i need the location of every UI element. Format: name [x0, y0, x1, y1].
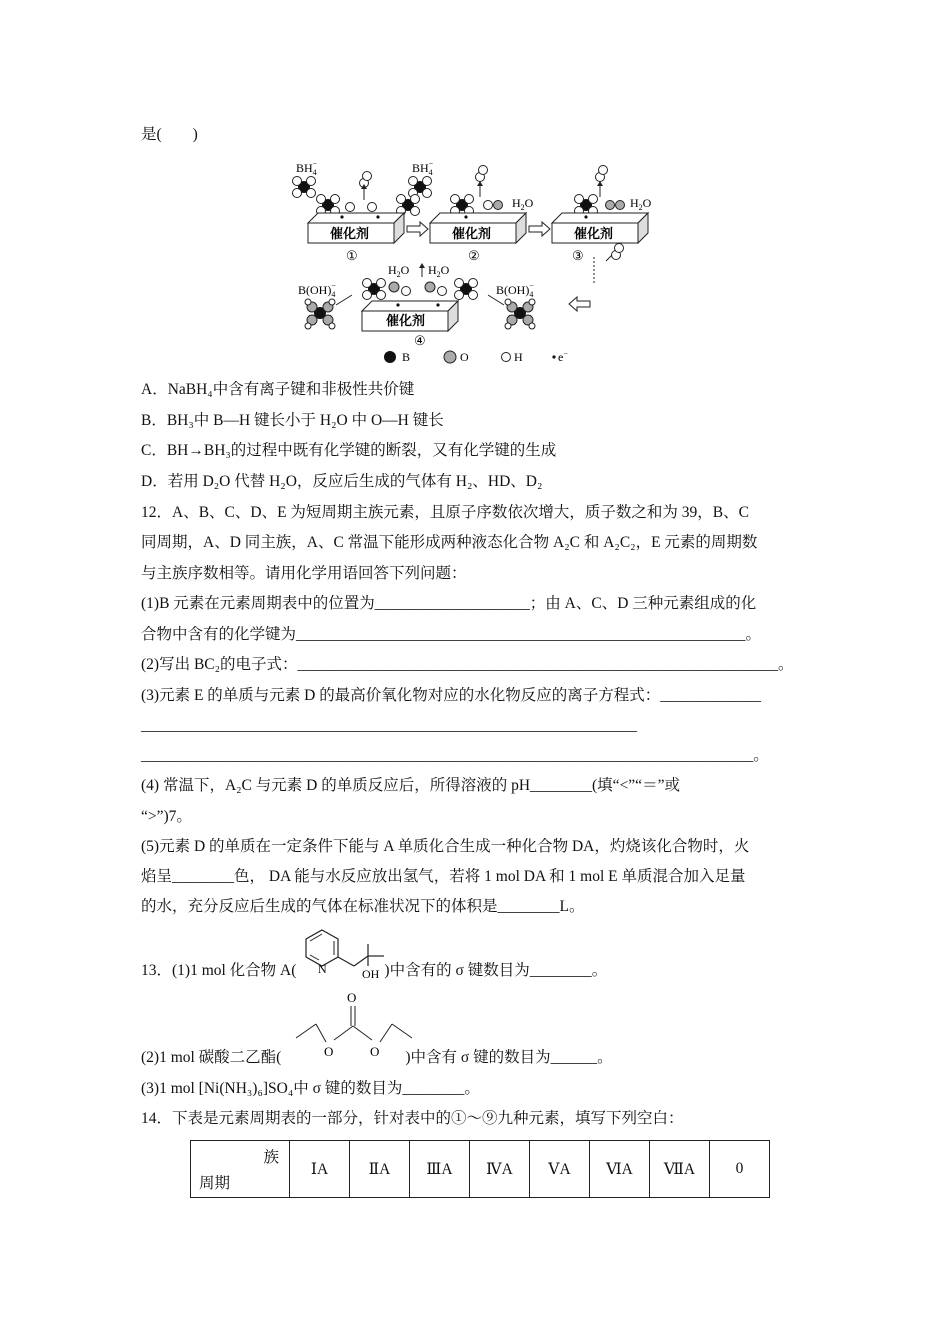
q12-part2: (2)写出 BC₂的电子式：______________________________________________________________。 — [141, 656, 794, 673]
q13-part3: (3)1 mol [Ni(NH₃)₆]SO₄中 σ 键的数目为________。 — [141, 1080, 480, 1097]
q12-line-3: 与主族序数相等。请用化学用语回答下列问题： — [141, 565, 467, 582]
svg-text:催化剂: 催化剂 — [452, 226, 492, 241]
group-header: ⅢA — [410, 1141, 470, 1198]
q12-part5-a: (5)元素 D 的单质在一定条件下能与 A 单质化合生成一种化合物 DA，灼烧该化合物时，火 — [141, 838, 750, 855]
svg-text:②: ② — [468, 248, 480, 263]
q14-intro: 14．下表是元素周期表的一部分，针对表中的①～⑨九种元素，填写下列空白： — [141, 1110, 684, 1127]
option-a: A．NaBH₄中含有离子键和非极性共价键 — [141, 381, 415, 398]
periodic-table-fragment — [190, 1140, 770, 1198]
group-header: 0 — [710, 1141, 770, 1198]
option-b: B．BH₃中 B—H 键长小于 H₂O 中 O—H 键长 — [141, 412, 444, 429]
svg-text:①: ① — [346, 248, 358, 263]
q12-part4-b: “>”)7。 — [141, 808, 192, 825]
reaction-mechanism-diagram — [290, 155, 670, 367]
svg-text:催化剂: 催化剂 — [330, 226, 370, 241]
bh4-molecule — [293, 177, 316, 198]
q13-part1: 13．(1)1 mol 化合物 A( )中含有的 σ 键数目为________。 — [141, 962, 608, 979]
svg-text:N: N — [318, 962, 327, 976]
bh4-molecule — [409, 177, 432, 198]
svg-text:③: ③ — [572, 248, 584, 263]
diethyl-carbonate-structure — [288, 988, 418, 1060]
svg-text:O: O — [370, 1044, 380, 1059]
svg-text:H: H — [514, 350, 523, 364]
group-header: ⅠA — [290, 1141, 350, 1198]
q12-part1-b: 合物中含有的化学键为__________________________________________________________。 — [141, 626, 762, 643]
group-header: ⅤA — [530, 1141, 590, 1198]
q12-part3-c: _______________________________________________________________________________。 — [141, 747, 769, 764]
svg-text:H2O: $H_2O$ — [630, 196, 652, 212]
option-c: C．BH→BH₃的过程中既有化学键的断裂，又有化学键的生成 — [141, 442, 557, 459]
svg-text:H2O: $H_2O$ — [512, 196, 534, 212]
svg-text:B(OH)4−: $B(OH)_4-$ — [496, 281, 534, 299]
q12-part4-a: (4) 常温下，A₂C 与元素 D 的单质反应后，所得溶液的 pH________(填“<”“＝”或 — [141, 777, 680, 794]
svg-text:O: O — [347, 990, 357, 1005]
h2-molecule — [360, 172, 372, 188]
svg-text:催化剂: 催化剂 — [386, 313, 426, 328]
q12-part5-b: 焰呈________色， DA 能与水反应放出氢气，若将 1 mol DA 和 1 mol E 单质混合加入足量 — [141, 868, 746, 885]
svg-text:H2O: $H_2O$ — [388, 263, 410, 279]
table-corner-cell: 族 周期 — [191, 1141, 290, 1198]
q12-part3-b: ________________________________________________________________ — [141, 717, 637, 734]
svg-text:O: O — [460, 350, 469, 364]
q12-line-1: 12．A、B、C、D、E 为短周期主族元素，且原子序数依次增大，质子数之和为 39，B、C — [141, 504, 749, 521]
question-intro: 是( ) — [141, 126, 198, 143]
svg-text:B: B — [402, 350, 411, 364]
group-header: ⅥA — [590, 1141, 650, 1198]
diagram-legend — [384, 349, 568, 364]
bh4-label-right: $BH_4-$ — [412, 159, 434, 177]
q12-part5-c: 的水，充分反应后生成的气体在标准状况下的体积是________L。 — [141, 898, 585, 915]
q12-part1-a: (1)B 元素在元素周期表中的位置为____________________；由 A、C、D 三种元素组成的化 — [141, 595, 757, 612]
q13-part2: (2)1 mol 碳酸二乙酯( )中含有 σ 键的数目为______。 — [141, 1049, 613, 1066]
boh4-molecule — [305, 299, 335, 329]
svg-text:B(OH)4−: $B(OH)_4-$ — [298, 281, 336, 299]
compound-a-structure — [302, 926, 392, 982]
group-header: ⅦA — [650, 1141, 710, 1198]
group-header: ⅣA — [470, 1141, 530, 1198]
option-d: D．若用 D₂O 代替 H₂O，反应后生成的气体有 H₂、HD、D₂ — [141, 473, 543, 490]
svg-text:④: ④ — [414, 333, 426, 348]
q12-part3-a: (3)元素 E 的单质与元素 D 的最高价氧化物对应的水化物反应的离子方程式：_____________ — [141, 687, 761, 704]
q12-line-2: 同周期，A、D 同主族，A、C 常温下能形成两种液态化合物 A₂C 和 A₂C₂，E 元素的周期数 — [141, 534, 758, 551]
group-header: ⅡA — [350, 1141, 410, 1198]
svg-text:O: O — [324, 1044, 334, 1059]
bh4-label-left: $BH_4-$ — [296, 159, 318, 177]
svg-text:催化剂: 催化剂 — [574, 226, 614, 241]
svg-text:H2O: $H_2O$ — [428, 263, 450, 279]
svg-text:OH: OH — [362, 967, 380, 981]
table-header-row — [191, 1141, 770, 1198]
svg-text:e−: e− — [558, 349, 568, 364]
